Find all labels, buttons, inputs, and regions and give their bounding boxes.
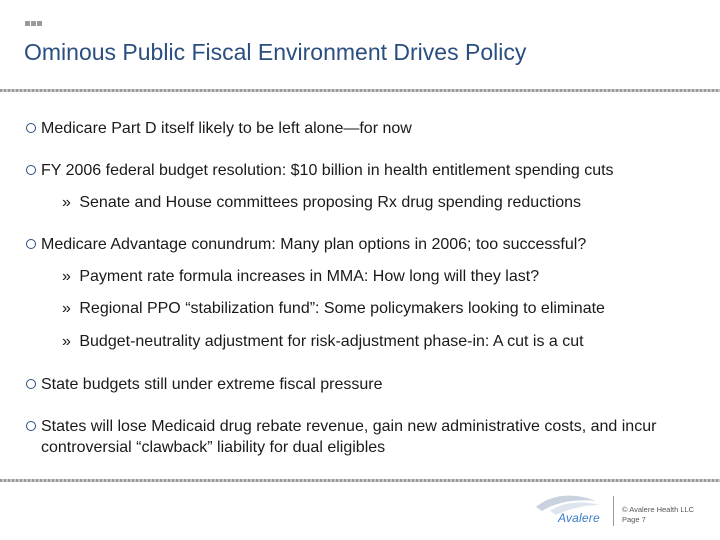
dot-3 — [37, 21, 42, 26]
subbullet-text: Budget-neutrality adjustment for risk-adjustment phase-in: A cut is a cut — [79, 333, 584, 350]
subbullet-text: Regional PPO “stabilization fund”: Some policymakers looking to eliminate — [79, 300, 605, 317]
chevron-bullet-icon: » — [62, 300, 71, 317]
bullet-text: FY 2006 federal budget resolution: $10 billion in health entitlement spending cuts — [41, 162, 614, 179]
bullet-text: States will lose Medicaid drug rebate revenue, gain new administrative costs, and incur controversial “clawback” liability for dual eligibles — [41, 418, 657, 456]
subbullet-regional-ppo — [62, 298, 605, 319]
bullet-text: Medicare Advantage conundrum: Many plan options in 2006; too successful? — [41, 236, 587, 253]
subbullet-text: Senate and House committees proposing Rx drug spending reductions — [79, 194, 581, 211]
page-number: Page 7 — [622, 515, 646, 524]
subbullet-budget-neutrality — [62, 331, 584, 352]
logo-divider — [613, 496, 614, 526]
dot-1 — [25, 21, 30, 26]
footer-info — [622, 505, 694, 525]
chevron-bullet-icon: » — [62, 268, 71, 285]
bullet-text: State budgets still under extreme fiscal pressure — [41, 376, 383, 393]
chevron-bullet-icon: » — [62, 194, 71, 211]
circle-bullet-icon — [26, 421, 36, 431]
bullet-state-budgets — [26, 374, 691, 395]
circle-bullet-icon — [26, 379, 36, 389]
circle-bullet-icon — [26, 239, 36, 249]
copyright-text: © Avalere Health LLC — [622, 505, 695, 514]
circle-bullet-icon — [26, 165, 36, 175]
bullet-fy2006-budget — [26, 160, 691, 181]
subbullet-senate-house — [62, 192, 581, 213]
title-divider — [0, 89, 720, 92]
subbullet-payment-rate — [62, 266, 539, 287]
logo-wordmark: Avalere — [558, 511, 600, 525]
subbullet-text: Payment rate formula increases in MMA: How long will they last? — [79, 268, 540, 285]
bullet-medicare-advantage — [26, 234, 691, 255]
circle-bullet-icon — [26, 123, 36, 133]
chevron-bullet-icon: » — [62, 333, 71, 350]
corner-dots-decoration — [25, 21, 42, 26]
footer-divider — [0, 479, 720, 482]
bullet-states-medicaid — [26, 416, 691, 458]
dot-2 — [31, 21, 36, 26]
slide-title: Ominous Public Fiscal Environment Drives Policy — [24, 39, 527, 65]
bullet-medicare-part-d — [26, 118, 691, 139]
bullet-text: Medicare Part D itself likely to be left alone—for now — [41, 120, 412, 137]
